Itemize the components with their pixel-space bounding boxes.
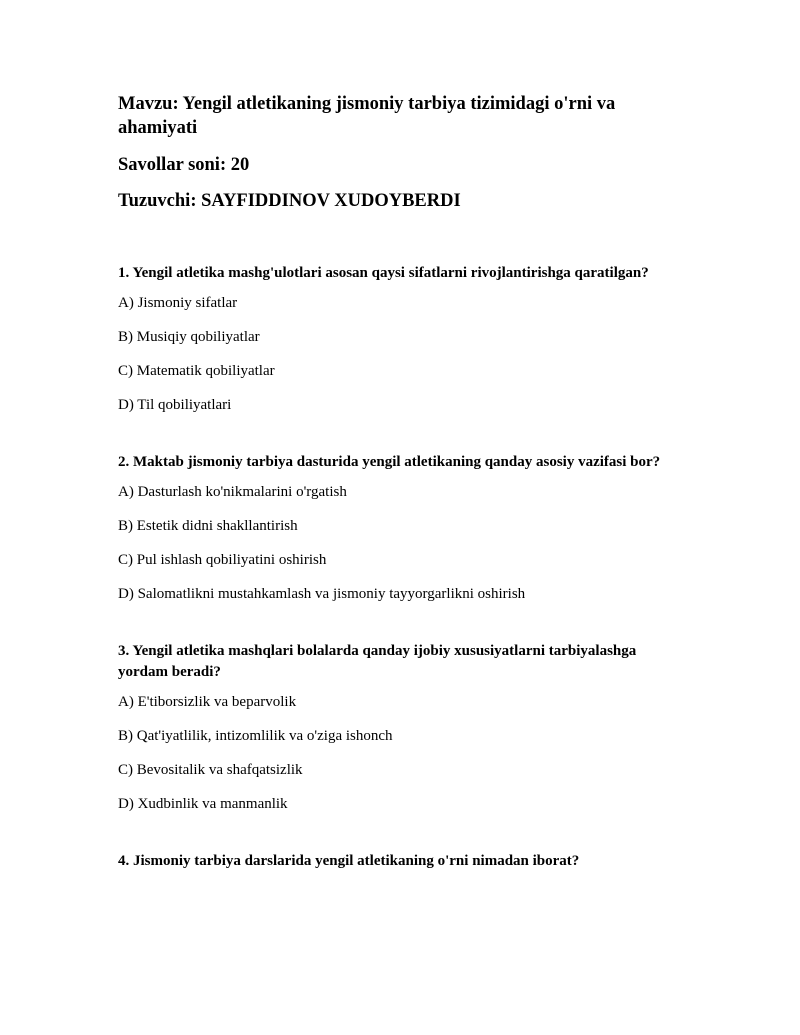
- question-block: [118, 641, 688, 813]
- author-line: Tuzuvchi: SAYFIDDINOV XUDOYBERDI: [118, 191, 461, 211]
- answer-option: A) E'tiborsizlik va beparvolik: [118, 694, 297, 710]
- question-block: [118, 263, 688, 414]
- answer-option: C) Pul ishlash qobiliyatini oshirish: [118, 552, 327, 568]
- question-block: [118, 452, 688, 603]
- answer-option: C) Bevositalik va shafqatsizlik: [118, 762, 303, 778]
- answer-option: C) Matematik qobiliyatlar: [118, 363, 275, 379]
- question-text: 4. Jismoniy tarbiya darslarida yengil atletikaning o'rni nimadan iborat?: [118, 853, 580, 869]
- answer-option: D) Xudbinlik va manmanlik: [118, 796, 288, 812]
- answer-option: A) Dasturlash ko'nikmalarini o'rgatish: [118, 484, 347, 500]
- answer-option: B) Estetik didni shakllantirish: [118, 518, 298, 534]
- question-text: 2. Maktab jismoniy tarbiya dasturida yengil atletikaning qanday asosiy vazifasi bor?: [118, 454, 661, 470]
- answer-option: B) Qat'iyatlilik, intizomlilik va o'ziga ishonch: [118, 728, 393, 744]
- answer-option: A) Jismoniy sifatlar: [118, 295, 238, 311]
- question-count: Savollar soni: 20: [118, 155, 250, 175]
- document-title: Mavzu: Yengil atletikaning jismoniy tarbiya tizimidagi o'rni va ahamiyati: [118, 94, 616, 138]
- document-page: [118, 92, 688, 882]
- answer-option: D) Salomatlikni mustahkamlash va jismoniy tayyorgarlikni oshirish: [118, 586, 526, 602]
- answer-option: B) Musiqiy qobiliyatlar: [118, 329, 260, 345]
- question-text: 3. Yengil atletika mashqlari bolalarda qanday ijobiy xususiyatlarni tarbiyalashga yordam beradi?: [118, 643, 637, 680]
- question-text: 1. Yengil atletika mashg'ulotlari asosan qaysi sifatlarni rivojlantirishga qaratilgan?: [118, 265, 649, 281]
- answer-option: D) Til qobiliyatlari: [118, 397, 232, 413]
- question-block: [118, 851, 688, 872]
